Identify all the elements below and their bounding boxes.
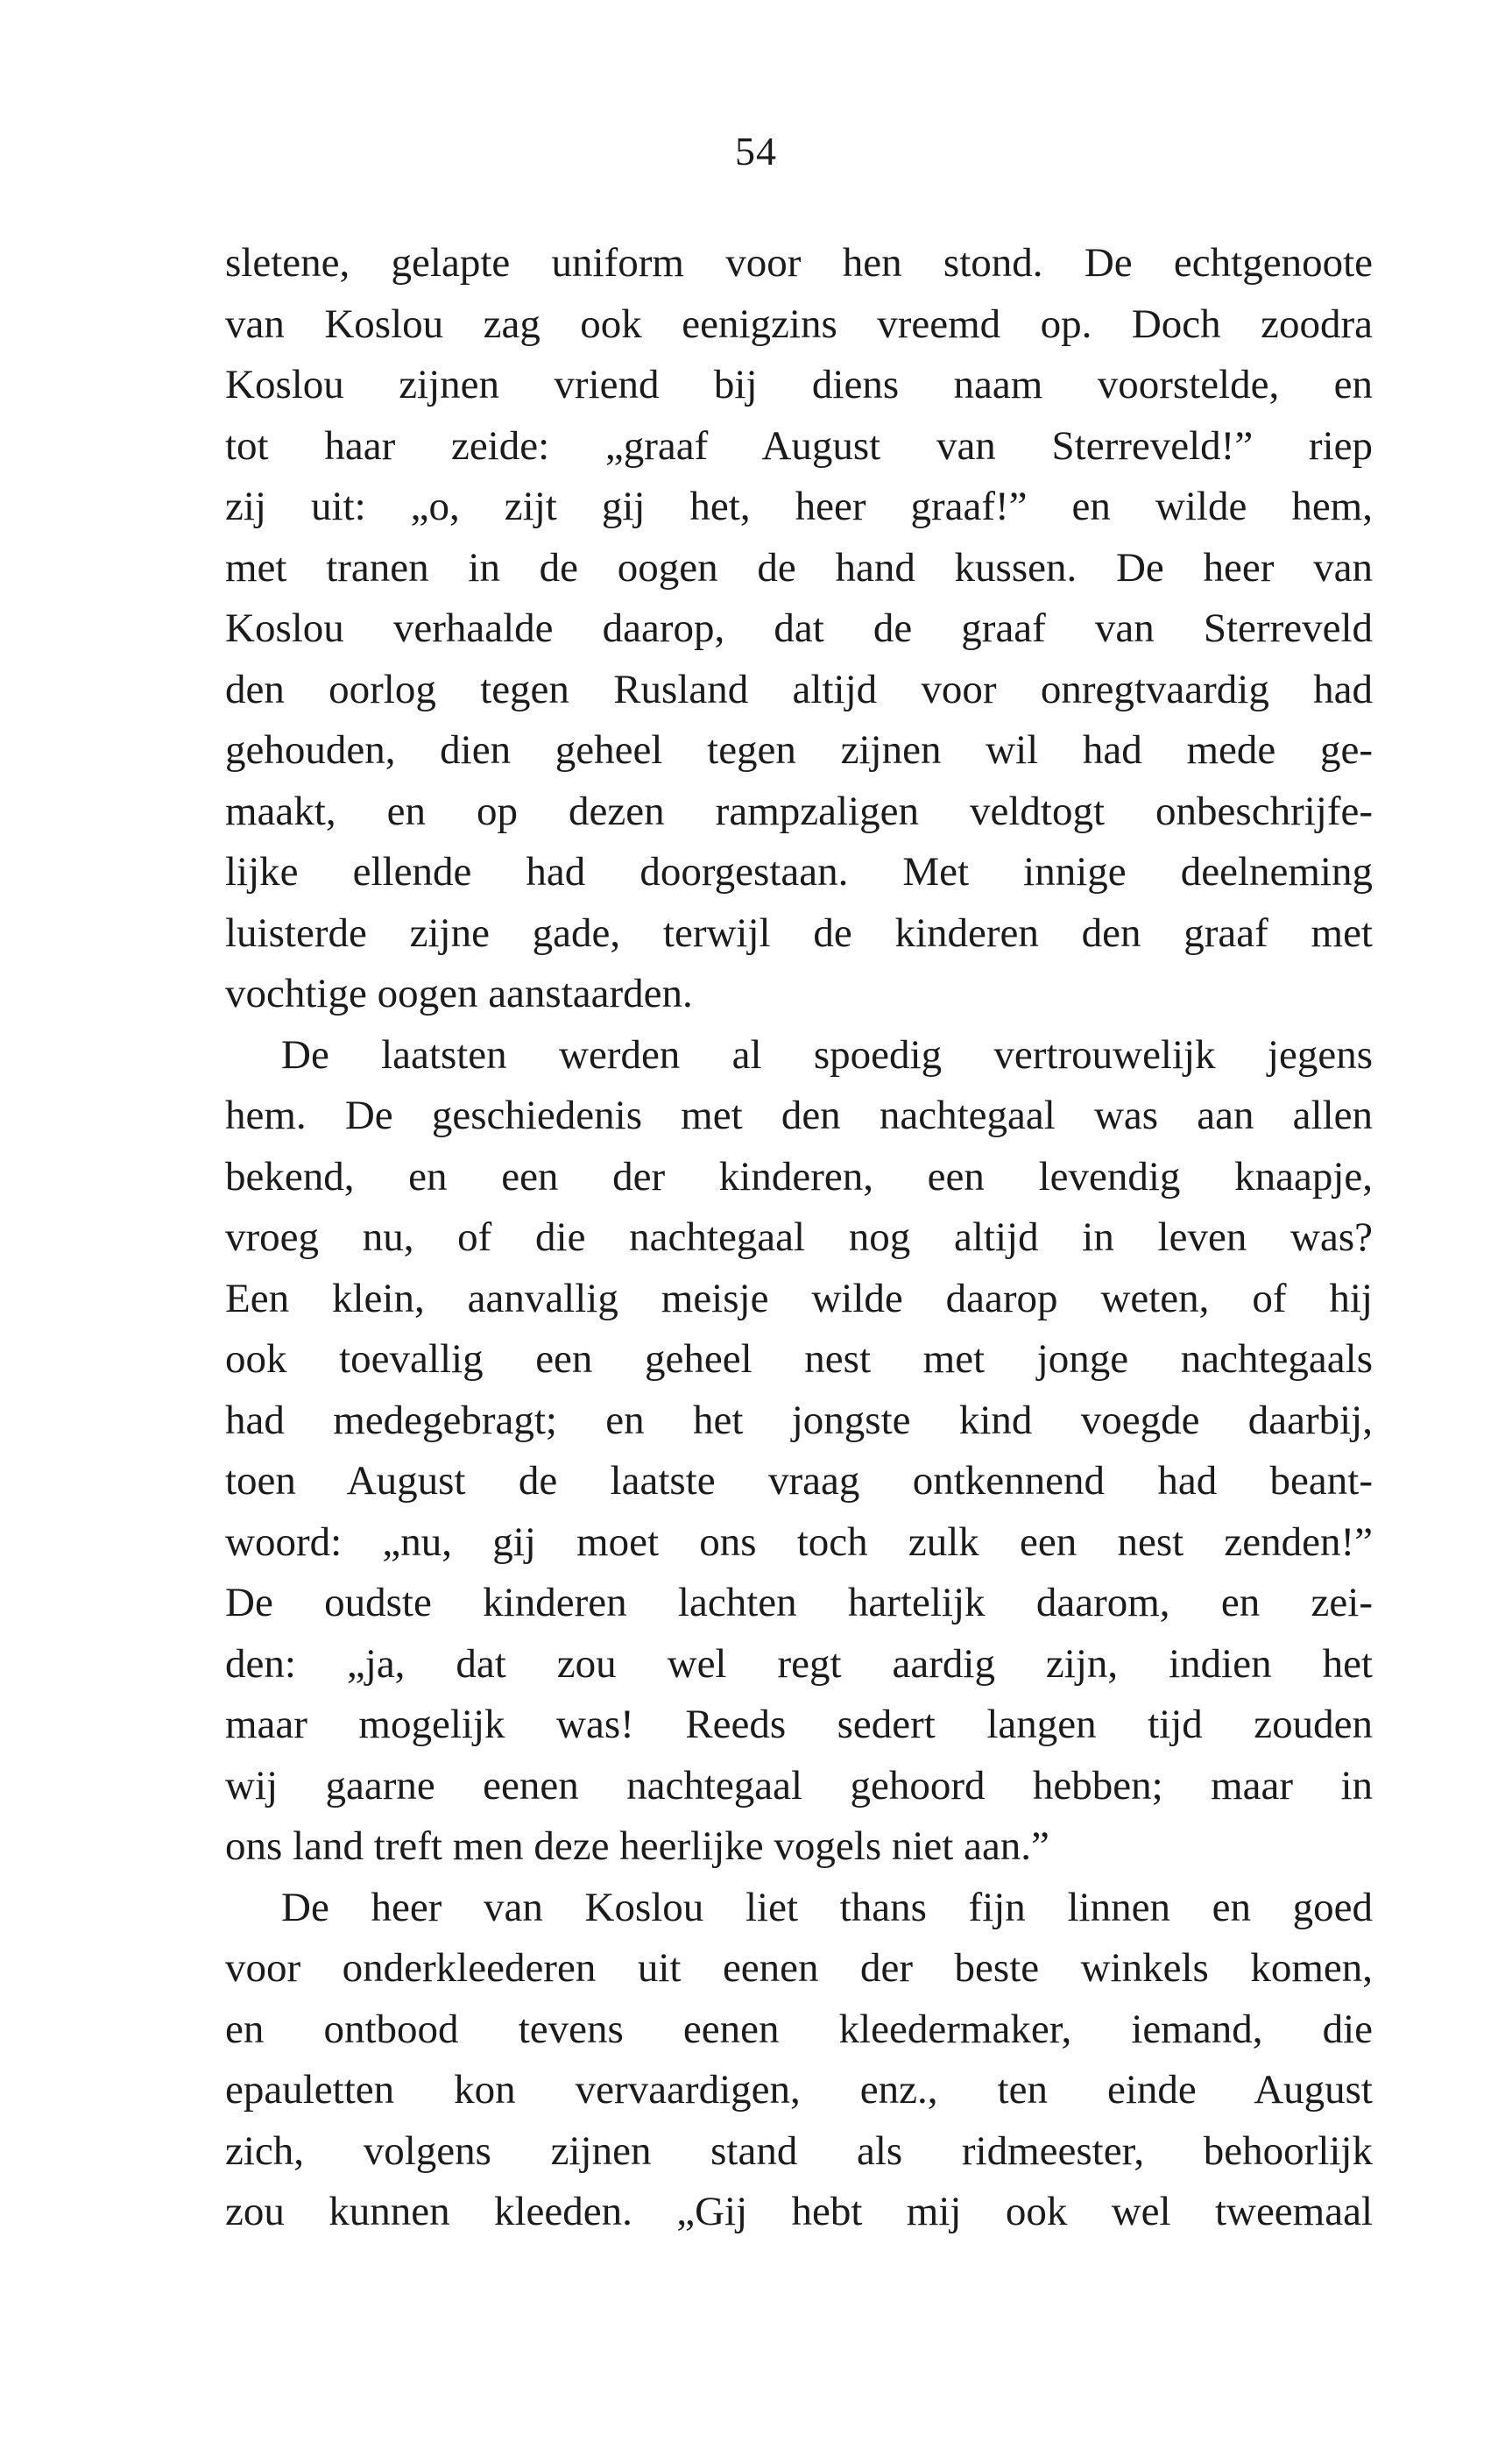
page-body-text (225, 233, 1373, 2243)
text-line: lijke ellende had doorgestaan. Met innige deelneming (225, 849, 1373, 895)
text-line: maakt, en op dezen rampzaligen veldtogt onbeschrijfe- (225, 788, 1373, 834)
text-line: Koslou verhaalde daarop, dat de graaf van Sterreveld (225, 605, 1373, 651)
text-line: Koslou zijnen vriend bij diens naam voorstelde, en (225, 362, 1373, 407)
paragraph-start-line: De heer van Koslou liet thans fijn linnen en goed (281, 1884, 1373, 1930)
text-line: voor onderkleederen uit eenen der beste winkels komen, (225, 1945, 1373, 1991)
text-line: gehouden, dien geheel tegen zijnen wil had mede ge- (225, 727, 1373, 773)
text-line: sletene, gelapte uniform voor hen stond. De echtgenoote (225, 240, 1373, 286)
text-line: zich, volgens zijnen stand als ridmeester, behoorlijk (225, 2127, 1373, 2174)
text-line: den: „ja, dat zou wel regt aardig zijn, indien het (225, 1640, 1373, 1687)
text-line: wij gaarne eenen nachtegaal gehoord hebben; maar in (225, 1762, 1373, 1808)
text-line: De oudste kinderen lachten hartelijk daarom, en zei- (225, 1580, 1373, 1625)
text-line: maar mogelijk was! Reeds sedert langen tijd zouden (225, 1702, 1373, 1747)
text-line: bekend, en een der kinderen, een levendig knaapje, (225, 1153, 1373, 1200)
text-line: ook toevallig een geheel nest met jonge nachtegaals (225, 1336, 1373, 1382)
text-line: met tranen in de oogen de hand kussen. De heer van (225, 544, 1373, 591)
text-line: luisterde zijne gade, terwijl de kinderen den graaf met (225, 910, 1373, 956)
text-line: epauletten kon vervaardigen, enz., ten einde August (225, 2067, 1373, 2113)
text-line: en ontbood tevens eenen kleedermaker, iemand, die (225, 2006, 1373, 2052)
text-line: toen August de laatste vraag ontkennend had beant- (225, 1458, 1373, 1504)
paragraph-start-line: De laatsten werden al spoedig vertrouwelijk jegens (281, 1031, 1373, 1078)
text-line: den oorlog tegen Rusland altijd voor onregtvaardig had (225, 666, 1373, 712)
text-line: tot haar zeide: „graaf August van Sterreveld!” riep (225, 422, 1373, 469)
text-line: vroeg nu, of die nachtegaal nog altijd in leven was? (225, 1214, 1373, 1260)
text-line: hem. De geschiedenis met den nachtegaal was aan allen (225, 1093, 1373, 1138)
paragraph-end-line: ons land treft men deze heerlijke vogels niet aan.” (225, 1823, 1049, 1869)
text-line: van Koslou zag ook eenigzins vreemd op. Doch zoodra (225, 301, 1373, 347)
page-number: 54 (735, 129, 777, 173)
text-line: woord: „nu, gij moet ons toch zulk een nest zenden!” (225, 1518, 1373, 1565)
text-line: had medegebragt; en het jongste kind voegde daarbij, (225, 1397, 1373, 1443)
text-line: Een klein, aanvallig meisje wilde daarop weten, of hij (225, 1275, 1373, 1321)
text-line: zij uit: „o, zijt gij het, heer graaf!” en wilde hem, (225, 484, 1373, 529)
paragraph-end-line: vochtige oogen aanstaarden. (225, 971, 693, 1016)
text-line: zou kunnen kleeden. „Gij hebt mij ook wel tweemaal (225, 2189, 1373, 2234)
